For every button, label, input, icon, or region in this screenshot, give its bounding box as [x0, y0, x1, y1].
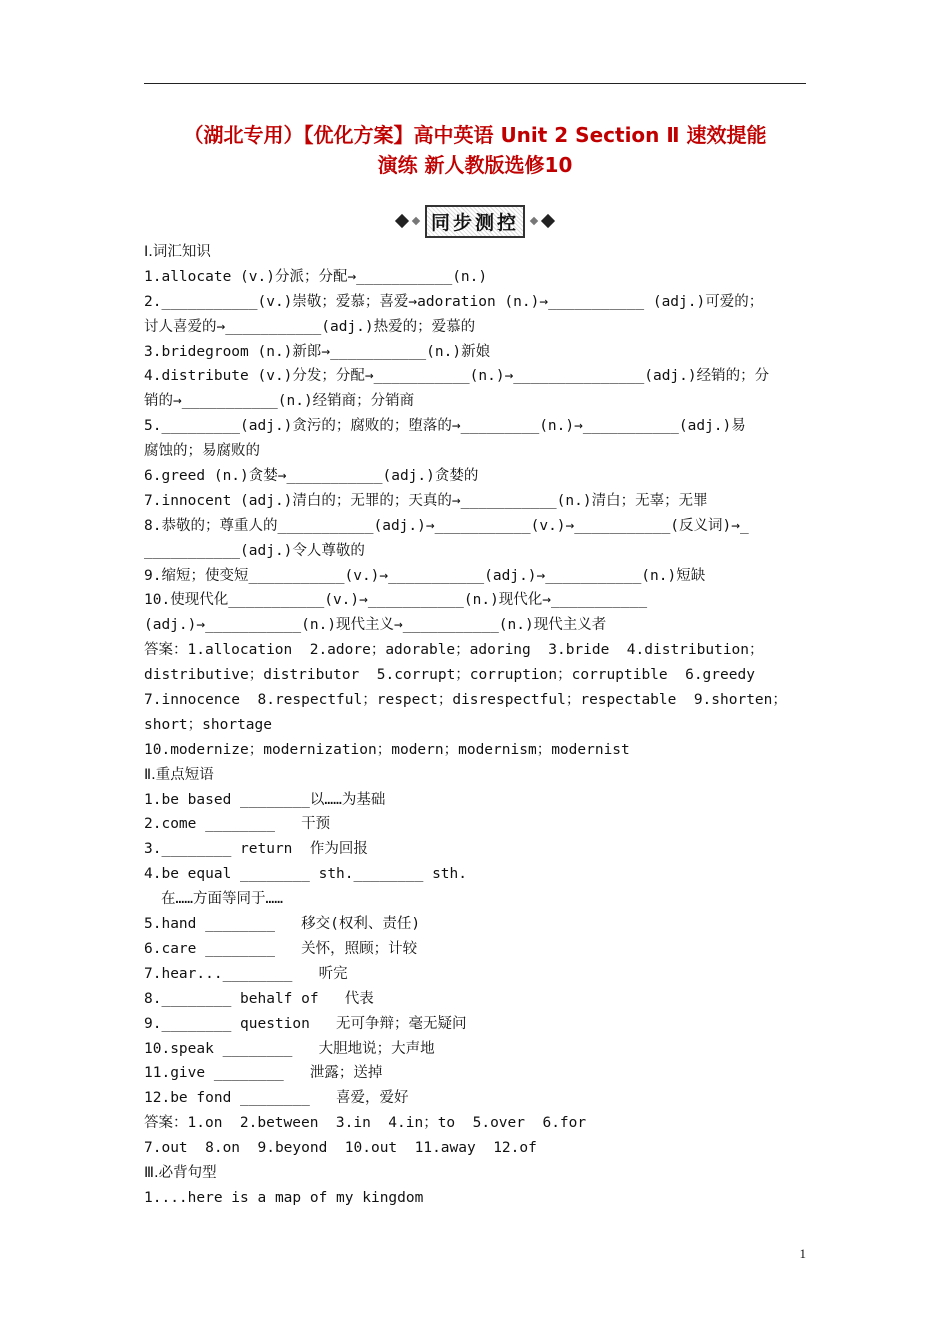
text-line: 1.be based ________以……为基础 [144, 791, 386, 808]
title-line-2: 演练 新人教版选修10 [377, 153, 573, 177]
text-line: 销的→___________(n.)经销商；分销商 [144, 393, 415, 410]
answer-line: 10.modernize；modernization；modern；modernism；modernist [144, 741, 630, 758]
text-line: 4.distribute (v.)分发；分配→___________(n.)→_______________(adj.)经销的；分 [144, 368, 770, 385]
text-line: 3.________ return 作为回报 [144, 841, 368, 858]
text-line: 腐蚀的；易腐败的 [144, 443, 260, 460]
text-line: 3.bridegroom (n.)新郎→___________(n.)新娘 [144, 343, 491, 360]
text-line: 8.________ behalf of 代表 [144, 990, 374, 1007]
text-line: 5.hand ________ 移交(权利、责任) [144, 916, 421, 933]
document-title [130, 120, 820, 180]
title-line-1: （湖北专用）【优化方案】高中英语 Unit 2 Section Ⅱ 速效提能 [183, 123, 767, 147]
text-line: 10.speak ________ 大胆地说；大声地 [144, 1040, 435, 1057]
answer-line: 7.innocence 8.respectful；respect；disrespectful；respectable 9.shorten； [144, 692, 787, 709]
diamond-icon [530, 217, 538, 225]
text-line: 讨人喜爱的→___________(adj.)热爱的；爱慕的 [144, 318, 476, 335]
text-line: ___________(adj.)令人尊敬的 [144, 542, 365, 559]
answer-line: 答案：1.on 2.between 3.in 4.in；to 5.over 6.for [144, 1115, 587, 1132]
answer-line: distributive；distributor 5.corrupt；corruption；corruptible 6.greedy [144, 667, 755, 684]
header-rule [144, 83, 806, 84]
text-line: 9.________ question 无可争辩；毫无疑问 [144, 1015, 467, 1032]
answer-line: short；shortage [144, 716, 272, 733]
answer-line: 答案：1.allocation 2.adore；adorable；adoring 3.bride 4.distribution； [144, 642, 764, 659]
section-banner [370, 206, 580, 236]
text-line: 1....here is a map of my kingdom [144, 1189, 424, 1206]
text-line: 6.care ________ 关怀，照顾；计较 [144, 940, 418, 957]
text-line: 9.缩短；使变短___________(v.)→___________(adj.)→___________(n.)短缺 [144, 567, 706, 584]
answer-line: 7.out 8.on 9.beyond 10.out 11.away 12.of [144, 1140, 537, 1157]
text-line: 在……方面等同于…… [161, 891, 283, 908]
text-line: 2.___________(v.)崇敬；爱慕；喜爱→adoration (n.)→___________ (adj.)可爱的； [144, 293, 764, 310]
text-line: (adj.)→___________(n.)现代主义→___________(n.)现代主义者 [144, 617, 607, 634]
section-heading: Ⅲ.必背句型 [144, 1164, 217, 1181]
text-line: 10.使现代化___________(v.)→___________(n.)现代化→___________ [144, 592, 648, 609]
text-line: 4.be equal ________ sth.________ sth. [144, 866, 468, 883]
text-line: 12.be fond ________ 喜爱，爱好 [144, 1090, 409, 1107]
exercise-body [144, 240, 806, 1211]
banner-label: 同步测控 [425, 205, 525, 238]
text-line: 7.hear...________ 听完 [144, 965, 348, 982]
diamond-icon [541, 214, 555, 228]
text-line: 7.innocent (adj.)清白的；无罪的；天真的→___________(n.)清白；无辜；无罪 [144, 492, 708, 509]
page-number: 1 [799, 1246, 806, 1261]
diamond-icon [395, 214, 409, 228]
text-line: 6.greed (n.)贪婪→___________(adj.)贪婪的 [144, 468, 479, 485]
diamond-icon [412, 217, 420, 225]
section-heading: Ⅰ.词汇知识 [144, 244, 211, 260]
text-line: 2.come ________ 干预 [144, 816, 331, 833]
text-line: 5._________(adj.)贪污的；腐败的；堕落的→_________(n.)→___________(adj.)易 [144, 418, 746, 435]
section-heading: Ⅱ.重点短语 [144, 766, 214, 783]
text-line: 1.allocate (v.)分派；分配→___________(n.) [144, 268, 488, 285]
text-line: 8.恭敬的；尊重人的___________(adj.)→___________(v.)→___________(反义词)→_ [144, 517, 749, 534]
text-line: 11.give ________ 泄露；送掉 [144, 1065, 383, 1082]
